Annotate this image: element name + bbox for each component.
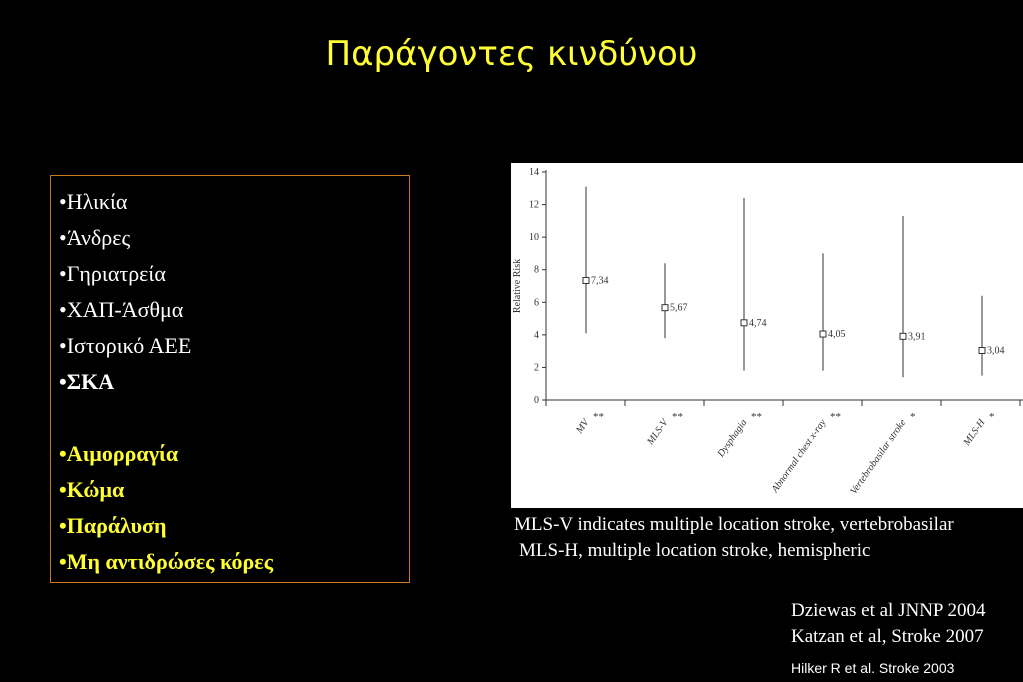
list-item: •Άνδρες xyxy=(59,225,131,250)
list-item-highlight: •Αιμορραγία xyxy=(59,441,179,466)
list-item: •Ηλικία xyxy=(59,189,128,214)
y-tick-label: 8 xyxy=(534,264,539,276)
x-tick-label: MV xyxy=(574,417,592,436)
caption-line-1: MLS-V indicates multiple location stroke, vertebrobasilar xyxy=(514,514,954,535)
significance-label: ** xyxy=(672,411,683,423)
x-tick-label: Vertebrobasilar stroke xyxy=(848,417,909,497)
y-tick-label: 4 xyxy=(534,329,539,341)
list-item-highlight: •Κώμα xyxy=(59,477,125,502)
point-marker xyxy=(979,347,985,353)
list-spacer xyxy=(59,400,409,436)
data-label: 4,74 xyxy=(749,317,767,329)
y-tick-label: 6 xyxy=(534,297,539,309)
risk-factor-list xyxy=(50,175,410,583)
y-tick-label: 0 xyxy=(534,395,539,406)
list-item: •ΣΚΑ xyxy=(59,369,115,394)
point-marker xyxy=(820,331,826,337)
relative-risk-chart xyxy=(511,163,1023,508)
data-label: 4,05 xyxy=(828,329,846,341)
slide-title: Παράγοντες κινδύνου xyxy=(325,34,698,74)
reference-1: Dziewas et al JNNP 2004 xyxy=(791,600,986,621)
significance-label: * xyxy=(910,411,916,423)
significance-label: ** xyxy=(751,411,762,423)
y-tick-label: 12 xyxy=(529,199,539,211)
reference-2: Katzan et al, Stroke 2007 xyxy=(791,626,984,647)
caption-line-2: MLS-H, multiple location stroke, hemispheric xyxy=(519,540,871,561)
data-label: 7,34 xyxy=(591,275,609,287)
y-tick-label: 10 xyxy=(529,232,539,244)
list-item: •Γηριατρεία xyxy=(59,261,166,286)
list-item: •ΧΑΠ-Άσθμα xyxy=(59,297,184,322)
x-tick-label: MLS-H xyxy=(961,417,988,448)
significance-label: ** xyxy=(830,411,841,423)
point-marker xyxy=(900,333,906,339)
significance-label: * xyxy=(989,411,995,423)
y-tick-label: 14 xyxy=(529,167,539,178)
data-label: 5,67 xyxy=(670,302,688,314)
reference-3: Hilker R et al. Stroke 2003 xyxy=(791,660,955,676)
data-label: 3,91 xyxy=(908,331,926,343)
y-tick-label: 2 xyxy=(534,362,539,374)
point-marker xyxy=(583,277,589,283)
chart-svg xyxy=(511,163,1023,508)
x-tick-label: Dysphagia xyxy=(715,417,750,460)
significance-label: ** xyxy=(593,411,604,423)
list-item: •Ιστορικό ΑΕΕ xyxy=(59,333,192,358)
point-marker xyxy=(741,320,747,326)
list-item-highlight: •Παράλυση xyxy=(59,513,167,538)
x-tick-label: Abnormal chest x-ray xyxy=(769,417,829,495)
x-tick-label: MLS-V xyxy=(645,417,671,447)
point-marker xyxy=(662,305,668,311)
list-item-highlight: •Μη αντιδρώσες κόρες xyxy=(59,549,273,574)
data-label: 3,04 xyxy=(987,345,1005,357)
y-axis-label: Relative Risk xyxy=(512,258,523,314)
